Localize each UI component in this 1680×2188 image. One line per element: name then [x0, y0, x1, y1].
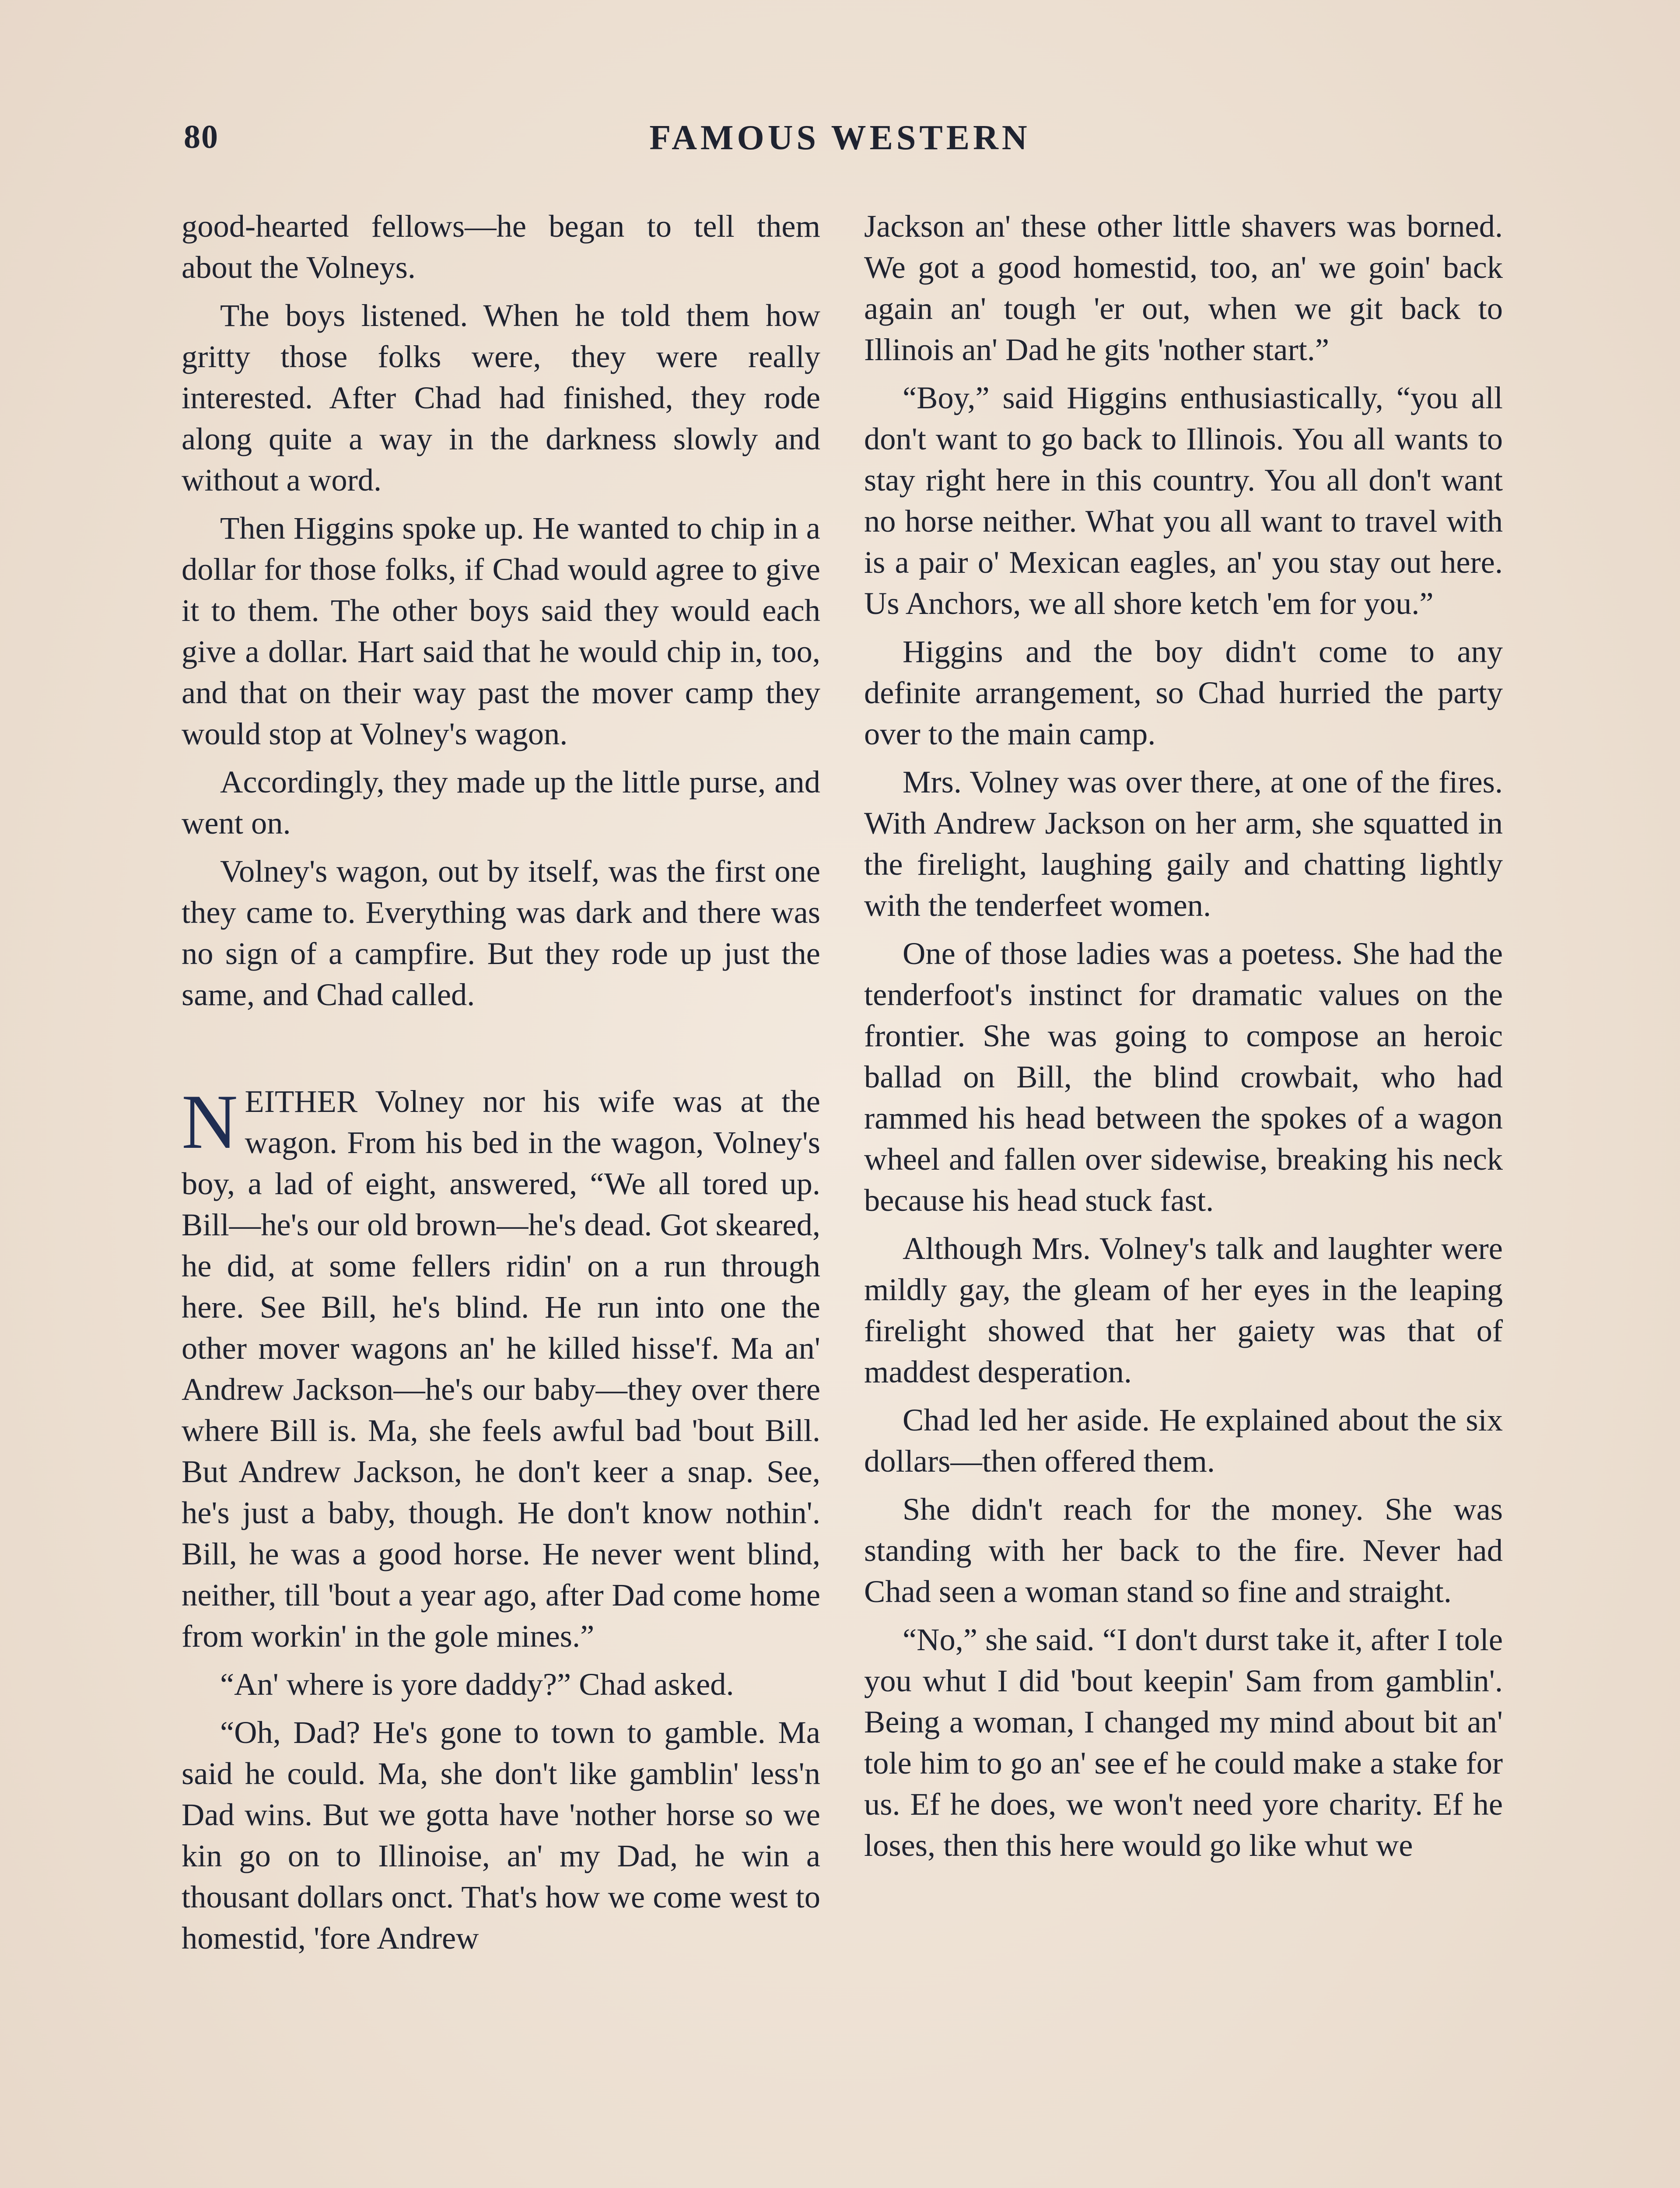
- left-column: [182, 206, 820, 1966]
- page-number: 80: [184, 119, 219, 155]
- paragraph: Higgins and the boy didn't come to any definite arrangement, so Chad hurried the party over to the main camp.: [864, 634, 1503, 751]
- paragraph: Chad led her aside. He explained about the six dollars—then offered them.: [864, 1402, 1503, 1479]
- paragraph: “Boy,” said Higgins enthusiastically, “you all don't want to go back to Illinois. You all wants to stay right here in this country. You all don't want no horse neither. What you all want to travel with is a pair o' Mexican eagles, an' you stay out here. Us Anchors, we all shore ketch 'em for you.”: [864, 380, 1503, 621]
- running-head: [184, 118, 1496, 171]
- paragraph: “Oh, Dad? He's gone to town to gamble. Ma said he could. Ma, she don't like gamblin' less'n Dad wins. But we gotta have 'nother horse so we kin go on to Illinoise, an' my Dad, he win a thousant dollars onct. That's how we come west to homestid, 'fore Andrew: [182, 1715, 820, 1956]
- magazine-title: FAMOUS WESTERN: [649, 119, 1031, 157]
- paragraph: One of those ladies was a poetess. She had the tenderfoot's instinct for dramatic values on the frontier. She was going to compose an heroic ballad on Bill, the blind crowbait, who had rammed his head between the spokes of a wagon wheel and fallen over sidewise, breaking his neck because his head stuck fast.: [864, 936, 1503, 1218]
- paragraph: “An' where is yore daddy?” Chad asked.: [220, 1666, 734, 1702]
- paragraph: Although Mrs. Volney's talk and laughter were mildly gay, the gleam of her eyes in the leaping firelight showed that her gaiety was that of maddest desperation.: [864, 1231, 1503, 1389]
- paragraph: Mrs. Volney was over there, at one of the fires. With Andrew Jackson on her arm, she squatted in the firelight, laughing gaily and chatting lightly with the tenderfeet women.: [864, 764, 1503, 923]
- right-column: [864, 206, 1503, 1873]
- section-first-text: EITHER Volney nor his wife was at the wagon. From his bed in the wagon, Volney's boy, a lad of eight, answered, “We all tored up. Bill—he's our old brown—he's dead. Got skeared, he did, at some fellers ridin' on a run through here. See Bill, he's blind. He run into one the other mover wagons an' he killed hisse'f. Ma an' Andrew Jackson—he's our baby—they over there where Bill is. Ma, she feels awful bad 'bout Bill. But Andrew Jackson, he don't keer a snap. See, he's just a baby, though. He don't know nothin'. Bill, he was a good horse. He never went blind, neither, till 'bout a year ago, after Dad come home from workin' in the gole mines.”: [182, 1083, 820, 1654]
- paragraph: “No,” she said. “I don't durst take it, after I tole you whut I did 'bout keepin' Sam from gamblin'. Being a woman, I changed my mind about bit an' tole him to go an' see ef he could make a stake for us. Ef he does, we won't need yore charity. Ef he loses, then this here would go like whut we: [864, 1622, 1503, 1863]
- drop-cap: N: [182, 1078, 238, 1165]
- paragraph: The boys listened. When he told them how gritty those folks were, they were really interested. After Chad had finished, they rode along quite a way in the darkness slowly and without a word.: [182, 298, 820, 498]
- paragraph: She didn't reach for the money. She was standing with her back to the fire. Never had Chad seen a woman stand so fine and straight.: [864, 1491, 1503, 1609]
- paragraph: Accordingly, they made up the little purse, and went on.: [182, 764, 820, 841]
- section-start-paragraph: [182, 1078, 820, 1657]
- paragraph: Volney's wagon, out by itself, was the first one they came to. Everything was dark and there was no sign of a campfire. But they rode up just the same, and Chad called.: [182, 853, 820, 1012]
- paragraph: Then Higgins spoke up. He wanted to chip in a dollar for those folks, if Chad would agree to give it to them. The other boys said they would each give a dollar. Hart said that he would chip in, too, and that on their way past the mover camp they would stop at Volney's wagon.: [182, 510, 820, 751]
- paragraph: Jackson an' these other little shavers was borned. We got a good homestid, too, an' we goin' back again an' tough 'er out, when we git back to Illinois an' Dad he gits 'nother start.”: [864, 208, 1503, 367]
- paragraph: good-hearted fellows—he began to tell them about the Volneys.: [182, 208, 820, 285]
